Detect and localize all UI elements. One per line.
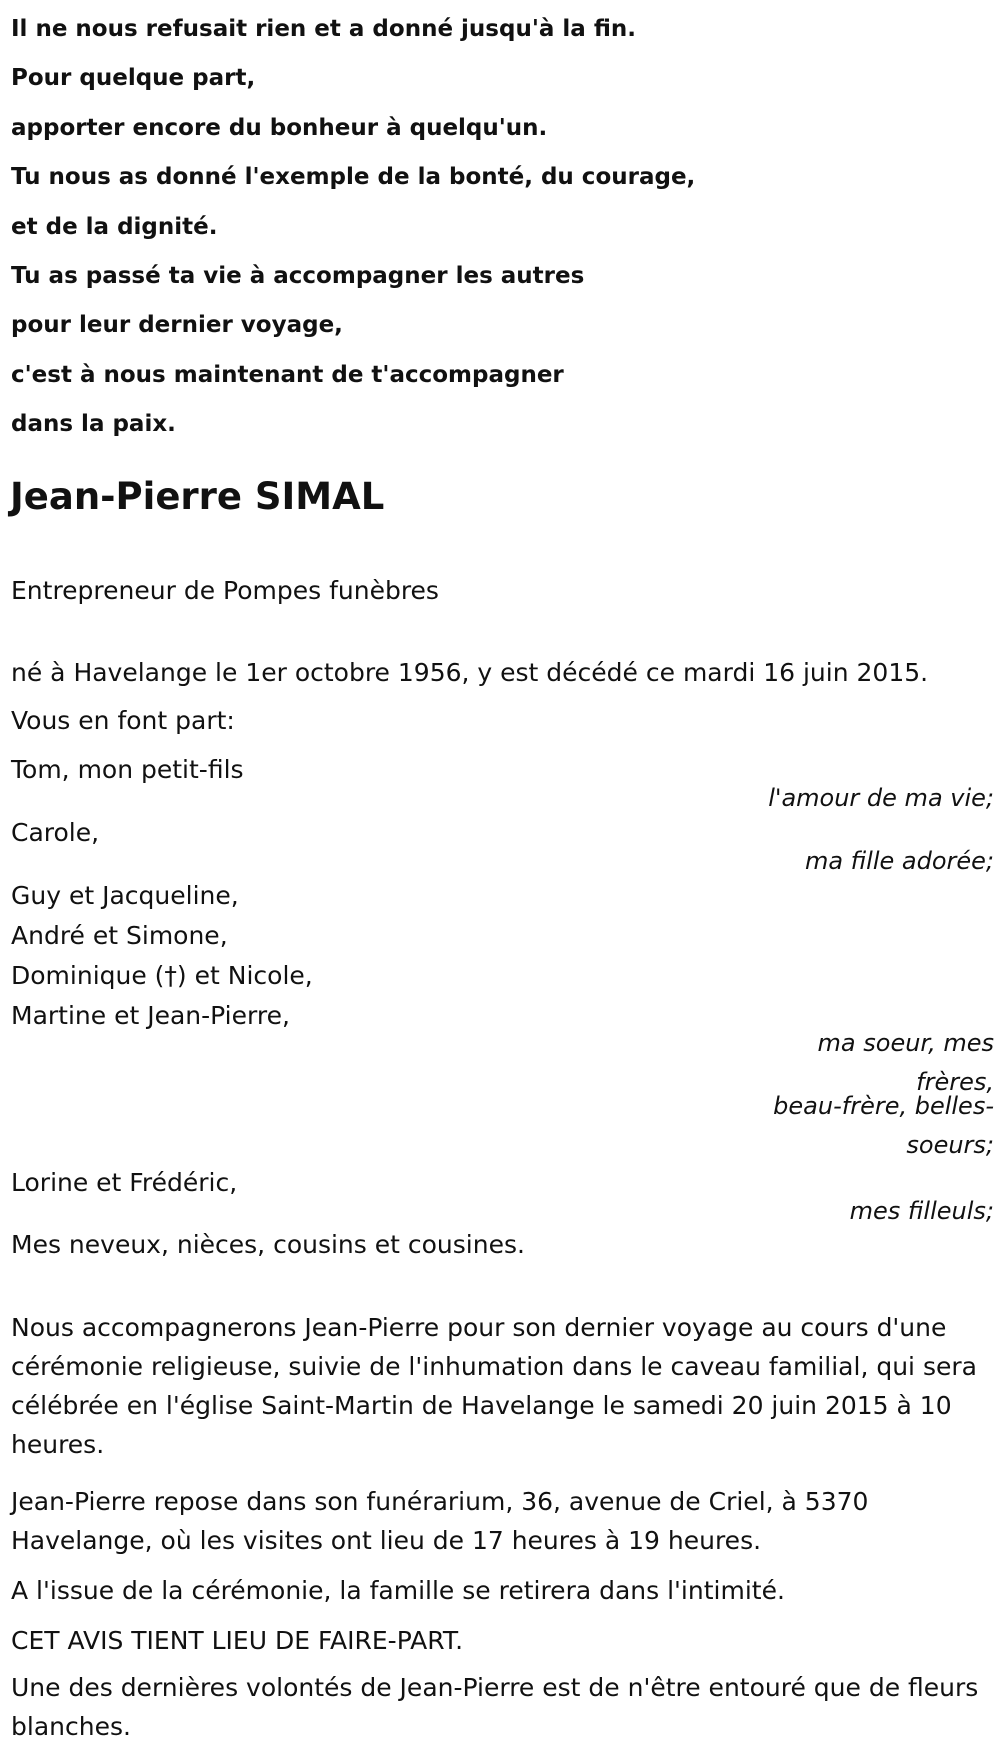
- family-godchildren-relation: mes filleuls;: [849, 1197, 994, 1225]
- poem-line: apporter encore du bonheur à quelqu'un.: [11, 114, 548, 141]
- wish-paragraph: Une des dernières volontés de Jean-Pierre est de n'être entouré que de fleurs blanches.: [11, 1673, 979, 1741]
- family-siblings-relation: ma soeur, mes frères,: [817, 1029, 994, 1096]
- family-daughter-relation: ma fille adorée;: [804, 847, 994, 875]
- poem: [11, 5, 911, 450]
- family-grandson: Tom, mon petit-fils: [11, 755, 244, 784]
- announcers-intro: Vous en font part:: [11, 706, 235, 735]
- profession: Entrepreneur de Pompes funèbres: [11, 576, 439, 605]
- poem-line: Tu as passé ta vie à accompagner les autres: [11, 263, 585, 290]
- birth-death-line: né à Havelange le 1er octobre 1956, y est décédé ce mardi 16 juin 2015.: [11, 658, 929, 687]
- family-sibling: Martine et Jean-Pierre,: [11, 1001, 290, 1030]
- poem-line: c'est à nous maintenant de t'accompagner: [11, 361, 564, 388]
- family-daughter: Carole,: [11, 818, 100, 847]
- poem-line: dans la paix.: [11, 411, 176, 438]
- family-inlaws-relation: beau-frère, belles-soeurs;: [773, 1092, 994, 1159]
- deceased-name: Jean-Pierre SIMAL: [10, 475, 385, 518]
- family-sibling: André et Simone,: [11, 921, 228, 950]
- family-sibling: Guy et Jacqueline,: [11, 881, 239, 910]
- family-grandson-relation: l'amour de ma vie;: [768, 784, 994, 812]
- poem-line: Tu nous as donné l'exemple de la bonté, du courage,: [11, 164, 696, 191]
- ceremony-paragraph: Nous accompagnerons Jean-Pierre pour son dernier voyage au cours d'une cérémonie religieuse, suivie de l'inhumation dans le caveau familial, qui sera célébrée en l'église Saint-Martin de Havelange le samedi 20 juin 2015 à 10 heures.: [11, 1313, 977, 1459]
- poem-line: Pour quelque part,: [11, 65, 256, 92]
- family-sibling: Dominique (†) et Nicole,: [11, 961, 313, 990]
- poem-line: pour leur dernier voyage,: [11, 312, 343, 339]
- poem-line: et de la dignité.: [11, 213, 218, 240]
- visitation-paragraph: Jean-Pierre repose dans son funérarium, 36, avenue de Criel, à 5370 Havelange, où les visites ont lieu de 17 heures à 19 heures.: [11, 1487, 869, 1555]
- notice-line: CET AVIS TIENT LIEU DE FAIRE-PART.: [11, 1626, 464, 1655]
- family-godchildren: Lorine et Frédéric,: [11, 1168, 238, 1197]
- after-ceremony-note: A l'issue de la cérémonie, la famille se retirera dans l'intimité.: [11, 1576, 785, 1605]
- family-relatives: Mes neveux, nièces, cousins et cousines.: [11, 1230, 525, 1259]
- poem-line: Il ne nous refusait rien et a donné jusqu'à la fin.: [11, 16, 636, 42]
